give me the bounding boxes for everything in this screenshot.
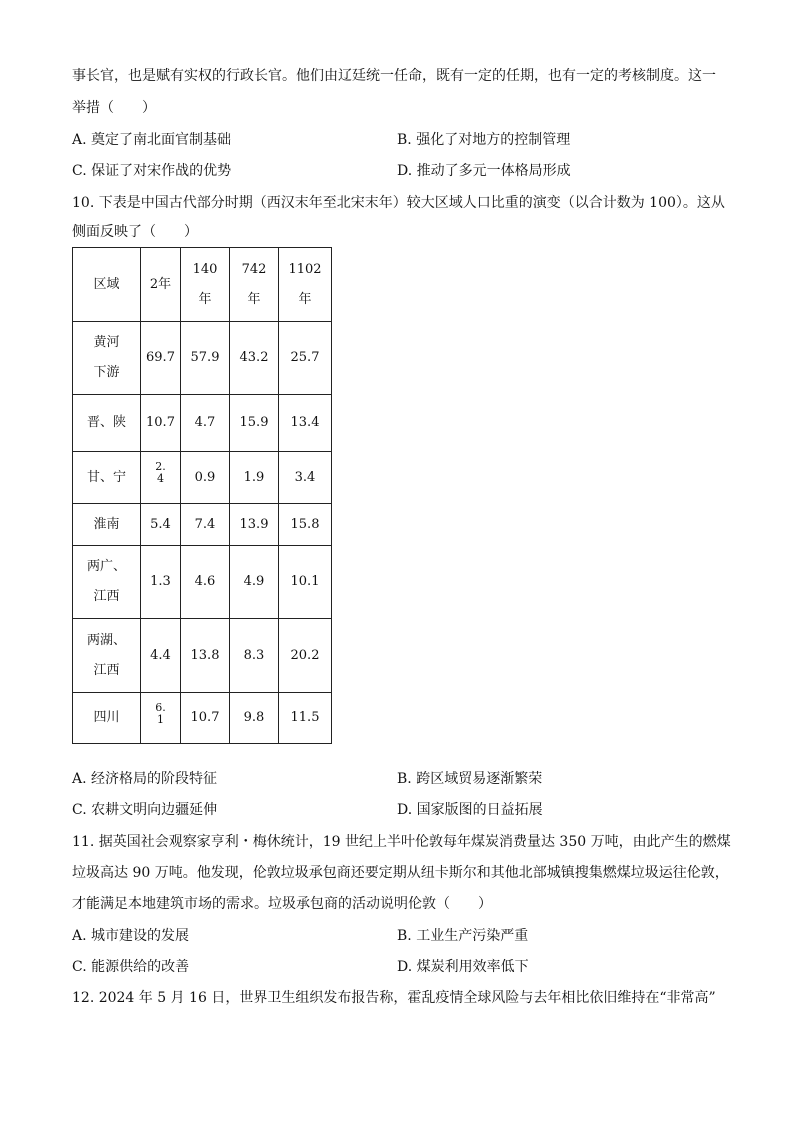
population-table <box>72 247 332 744</box>
table-cell-region: 两湖、江西 <box>73 619 141 693</box>
table-cell: 9.8 <box>230 693 279 744</box>
q10-stem-line-1: 10. 下表是中国古代部分时期（西汉末年至北宋末年）较大区域人口比重的演变（以合计数为 100）。这从 <box>72 195 725 211</box>
table-cell: 11.5 <box>279 693 332 744</box>
q11-option-d: D. 煤炭利用效率低下 <box>397 959 529 975</box>
q10-option-a: A. 经济格局的阶段特征 <box>72 771 218 787</box>
table-cell-region: 两广、江西 <box>73 546 141 619</box>
table-row <box>73 693 332 744</box>
table-cell: 3.4 <box>279 452 332 504</box>
q9-option-a: A. 奠定了南北面官制基础 <box>72 132 232 148</box>
q9-option-c: C. 保证了对宋作战的优势 <box>72 163 232 179</box>
table-row <box>73 546 332 619</box>
table-cell: 13.9 <box>230 504 279 546</box>
table-cell: 15.8 <box>279 504 332 546</box>
table-row <box>73 395 332 452</box>
q10-option-b: B. 跨区域贸易逐渐繁荣 <box>397 771 543 787</box>
table-cell: 10.7 <box>181 693 230 744</box>
table-cell: 69.7 <box>141 322 181 395</box>
header-year-140: 140年 <box>181 248 230 322</box>
q11-stem-line-2: 垃圾高达 90 万吨。他发现，伦敦垃圾承包商还要定期从纽卡斯尔和其他北部城镇搜集燃煤垃圾运往伦敦， <box>72 865 729 881</box>
table-cell: 2.4 <box>141 452 181 504</box>
table-cell: 15.9 <box>230 395 279 452</box>
table-cell: 57.9 <box>181 322 230 395</box>
q11-option-a: A. 城市建设的发展 <box>72 928 190 944</box>
table-cell: 1.9 <box>230 452 279 504</box>
table-row <box>73 504 332 546</box>
table-cell: 10.1 <box>279 546 332 619</box>
table-row <box>73 322 332 395</box>
q10-stem-line-2: 侧面反映了（ ） <box>72 224 198 240</box>
q11-stem-line-3: 才能满足本地建筑市场的需求。垃圾承包商的活动说明伦敦（ ） <box>72 896 492 912</box>
table-cell: 13.4 <box>279 395 332 452</box>
table-cell-region: 四川 <box>73 693 141 744</box>
q11-option-c: C. 能源供给的改善 <box>72 959 190 975</box>
q9-stem-line-1: 事长官，也是赋有实权的行政长官。他们由辽廷统一任命，既有一定的任期，也有一定的考核制度。这一 <box>72 68 716 84</box>
table-cell: 4.9 <box>230 546 279 619</box>
table-cell-region: 甘、宁 <box>73 452 141 504</box>
table-cell: 4.6 <box>181 546 230 619</box>
table-cell: 4.7 <box>181 395 230 452</box>
table-cell: 25.7 <box>279 322 332 395</box>
table-cell: 13.8 <box>181 619 230 693</box>
table-cell: 43.2 <box>230 322 279 395</box>
table-cell-region: 晋、陕 <box>73 395 141 452</box>
table-cell-region: 黄河下游 <box>73 322 141 395</box>
table-cell-region: 淮南 <box>73 504 141 546</box>
table-cell: 0.9 <box>181 452 230 504</box>
table-row <box>73 452 332 504</box>
header-year-1102: 1102年 <box>279 248 332 322</box>
q12-stem-line-1: 12. 2024 年 5 月 16 日，世界卫生组织发布报告称，霍乱疫情全球风险与去年相比依旧维持在“非常高” <box>72 990 716 1006</box>
table-cell: 7.4 <box>181 504 230 546</box>
table-cell: 8.3 <box>230 619 279 693</box>
q9-stem-line-2: 举措（ ） <box>72 100 156 116</box>
header-year-2: 2年 <box>141 248 181 322</box>
table-cell: 5.4 <box>141 504 181 546</box>
header-year-742: 742年 <box>230 248 279 322</box>
q10-option-d: D. 国家版图的日益拓展 <box>397 802 543 818</box>
table-header-row <box>73 248 332 322</box>
q10-option-c: C. 农耕文明向边疆延伸 <box>72 802 218 818</box>
q11-option-b: B. 工业生产污染严重 <box>397 928 529 944</box>
table-cell: 6.1 <box>141 693 181 744</box>
table-cell: 1.3 <box>141 546 181 619</box>
q9-option-d: D. 推动了多元一体格局形成 <box>397 163 571 179</box>
q9-option-b: B. 强化了对地方的控制管理 <box>397 132 571 148</box>
table-cell: 20.2 <box>279 619 332 693</box>
header-region: 区域 <box>73 248 141 322</box>
q11-stem-line-1: 11. 据英国社会观察家亨利・梅休统计，19 世纪上半叶伦敦每年煤炭消费量达 350 万吨，由此产生的燃煤 <box>72 834 731 850</box>
table-row <box>73 619 332 693</box>
table-cell: 10.7 <box>141 395 181 452</box>
table-cell: 4.4 <box>141 619 181 693</box>
